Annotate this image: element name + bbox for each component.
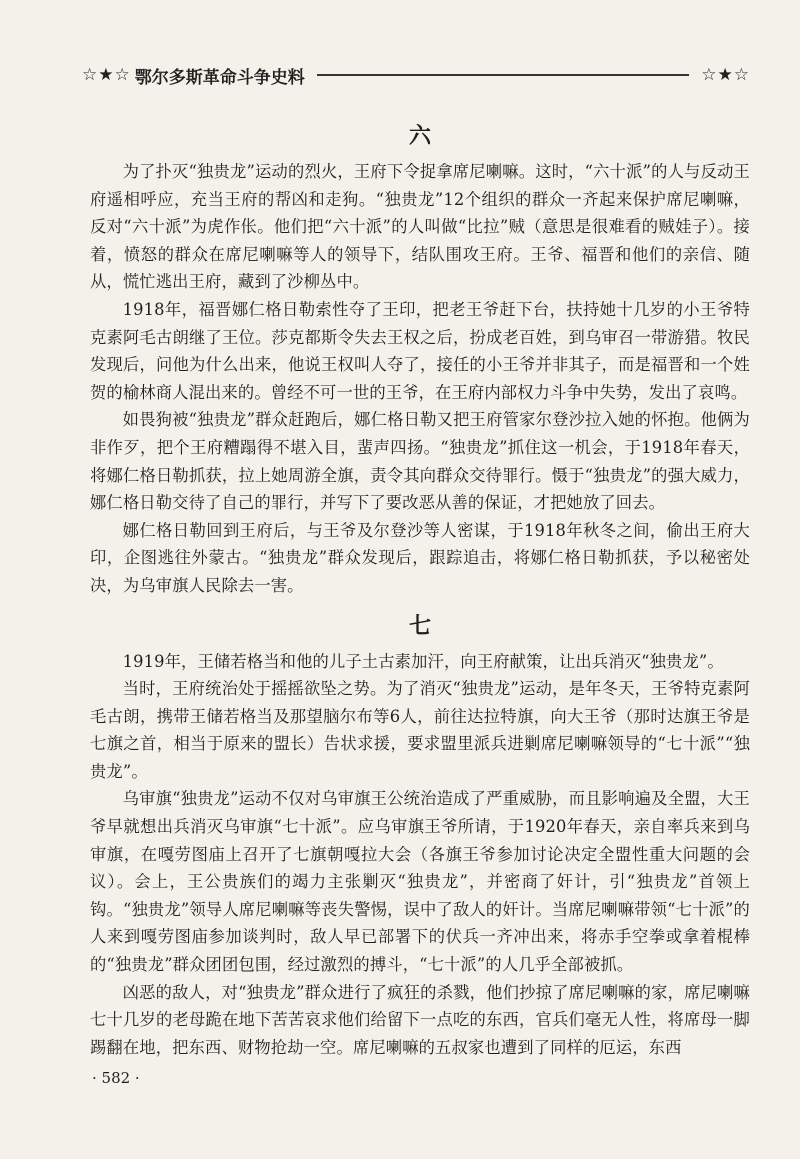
running-header: [82, 60, 750, 90]
section-title-seven: 七: [408, 612, 431, 639]
paragraph: 1918年，福晋娜仁格日勒索性夺了王印，把老王爷赶下台，扶持她十几岁的小王爷特克素阿毛古朗继了王位。莎克都斯令失去王权之后，扮成老百姓，到乌审召一带游猎。牧民发现后，问他为什么出来，他说王权叫人夺了，接任的小王爷并非其子，而是福晋和一个姓贺的榆林商人混出来的。曾经不可一世的王爷，在王府内部权力斗争中失势，发出了哀鸣。: [90, 299, 750, 402]
section-title-six: 六: [408, 123, 431, 149]
paragraph: 娜仁格日勒回到王府后，与王爷及尔登沙等人密谋，于1918年秋冬之间，偷出王府大印，企图逃往外蒙古。“独贵龙”群众发现后，跟踪追击，将娜仁格日勒抓获，予以秘密处决，为乌审旗人民除去一害。: [90, 520, 750, 595]
header-book-title: 鄂尔多斯革命斗争史料: [134, 67, 305, 88]
paragraph: 如畏狗被“独贵龙”群众赶跑后，娜仁格日勒又把王府管家尔登沙拉入她的怀抱。他俩为非作歹，把个王府糟蹋得不堪入目，蜚声四扬。“独贵龙”抓住这一机会，于1918年春天，将娜仁格日勒抓获，拉上她周游全旗，责令其向群众交待罪行。慑于“独贵龙”的强大威力，娜仁格日勒交待了自己的罪行，并写下了要改恶从善的保证，才把她放了回去。: [90, 410, 750, 513]
paragraph: 1919年，王储若格当和他的儿子土古素加汗，向王府献策，让出兵消灭“独贵龙”。: [122, 651, 724, 671]
main-text: [90, 118, 750, 1061]
section-gap: [90, 600, 750, 608]
header-stars-right: ☆★☆: [701, 65, 750, 85]
page-number: · 582 ·: [92, 1069, 140, 1087]
paragraph: 为了扑灭“独贵龙”运动的烈火，王府下令捉拿席尼喇嘛。这时，“六十派”的人与反动王府遥相呼应，充当王府的帮凶和走狗。“独贵龙”12个组织的群众一齐起来保护席尼喇嘛，反对“六十派”为虎作伥。他们把“六十派”的人叫做“比拉”贼（意思是很难看的贼娃子）。接着，愤怒的群众在席尼喇嘛等人的领导下，结队围攻王府。王爷、福晋和他们的亲信、随从，慌忙逃出王府，藏到了沙柳丛中。: [90, 162, 750, 292]
paragraph: 凶恶的敌人，对“独贵龙”群众进行了疯狂的杀戮，他们抄掠了席尼喇嘛的家，席尼喇嘛七十几岁的老母跪在地下苦苦哀求他们给留下一点吃的东西，官兵们毫无人性，将席母一脚踢翻在地，把东西、财物抢劫一空。席尼喇嘛的五叔家也遭到了同样的厄运，东西: [90, 982, 750, 1057]
paragraph: 乌审旗“独贵龙”运动不仅对乌审旗王公统治造成了严重威胁，而且影响遍及全盟，大王爷早就想出兵消灭乌审旗“七十派”。应乌审旗王爷所请，于1920年春天，亲自率兵来到乌审旗，在嘎劳图庙上召开了七旗朝嘎拉大会（各旗王爷参加讨论决定全盟性重大问题的会议）。会上，王公贵族们的竭力主张剿灭“独贵龙”，并密商了奸计，引“独贵龙”首领上钩。“独贵龙”领导人席尼喇嘛等丧失警惕，误中了敌人的奸计。当席尼喇嘛带领“七十派”的人来到嘎劳图庙参加谈判时，敌人早已部署下的伏兵一齐冲出来，将赤手空拳或拿着棍棒的“独贵龙”群众团团包围，经过激烈的搏斗，“七十派”的人几乎全部被抓。: [90, 789, 750, 975]
paragraph: 当时，王府统治处于摇摇欲坠之势。为了消灭“独贵龙”运动，是年冬天，王爷特克素阿毛古朗，携带王储若格当及那望脑尔布等6人，前往达拉特旗，向大王爷（那时达旗王爷是七旗之首，相当于原来的盟长）告状求援，要求盟里派兵进剿席尼喇嘛领导的“七十派”“独贵龙”。: [90, 679, 750, 781]
header-rule: [317, 74, 690, 76]
header-stars-left: ☆★☆: [82, 65, 131, 85]
